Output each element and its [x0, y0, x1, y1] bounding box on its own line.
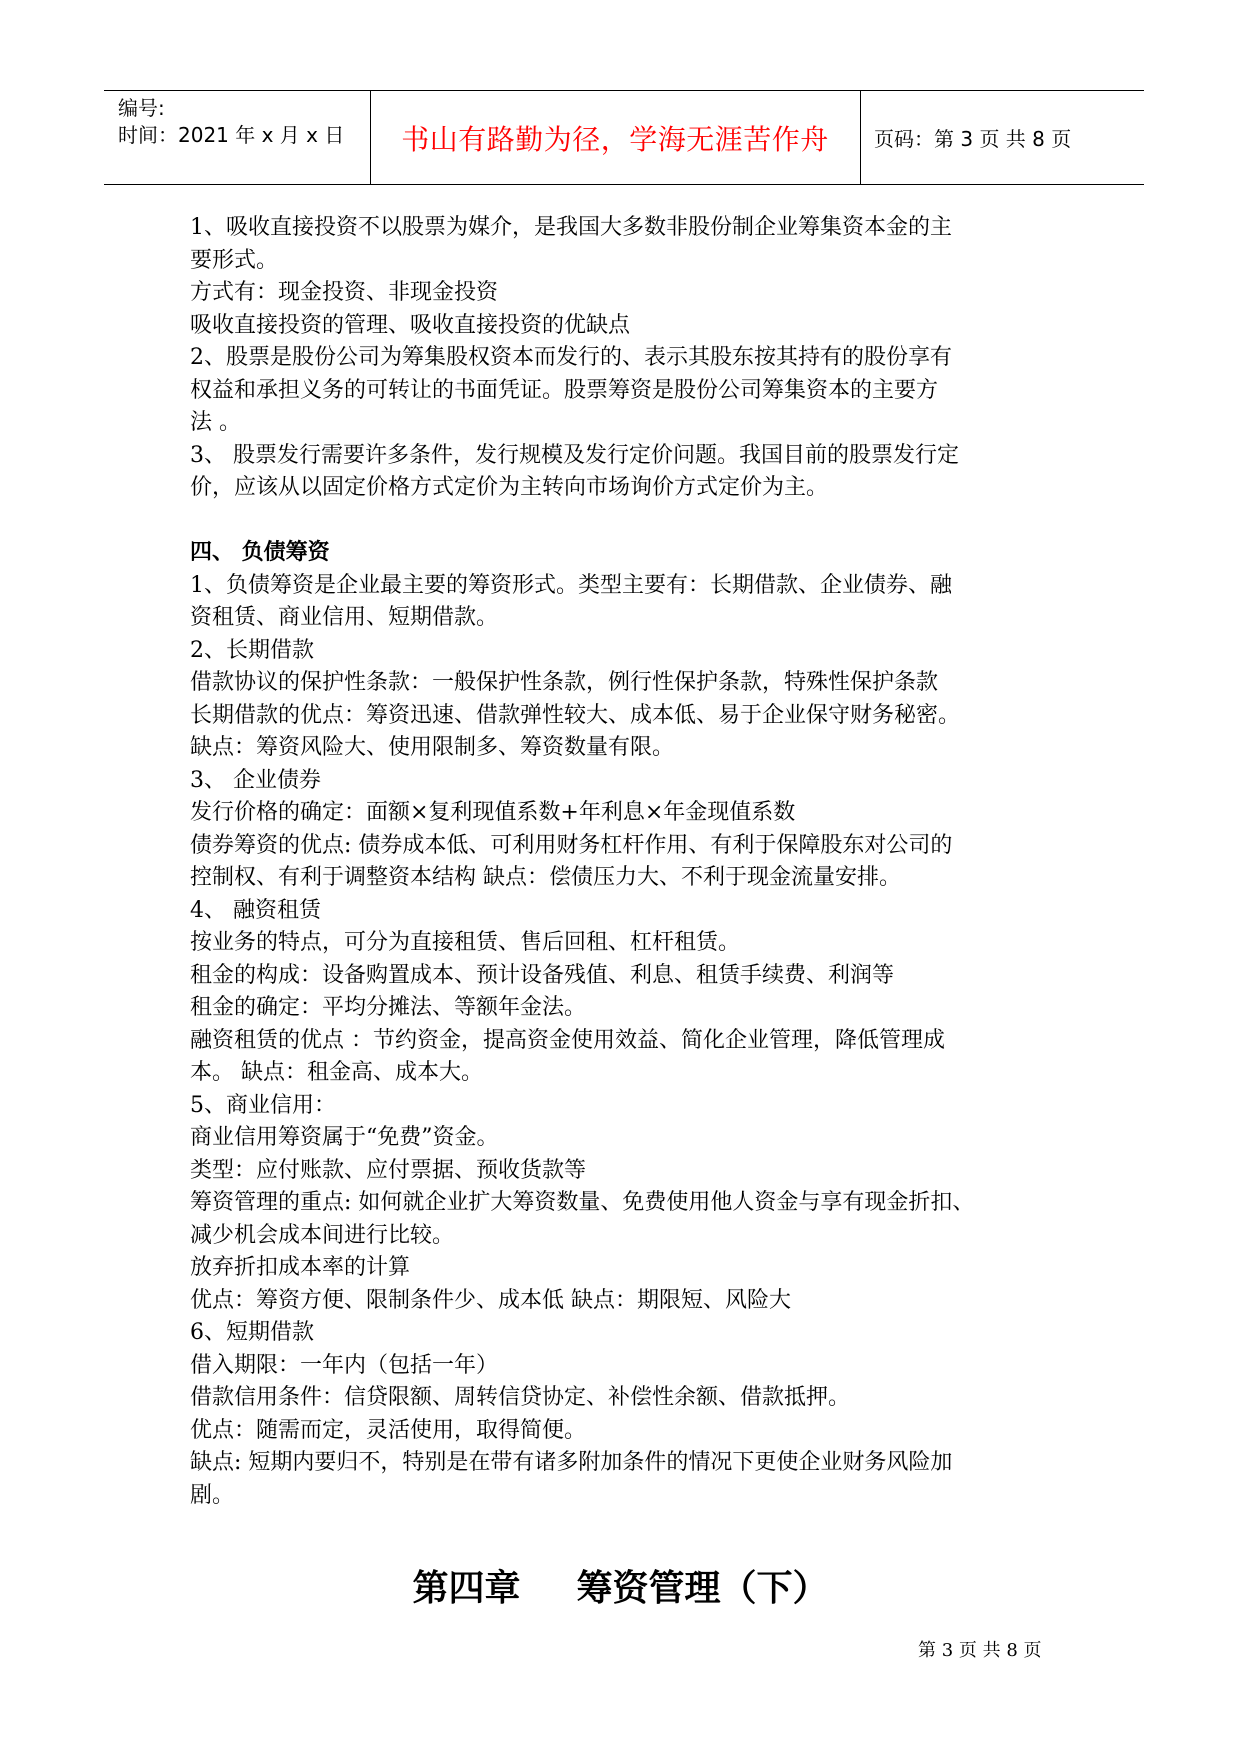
text-line: 借入期限：一年内（包括一年）	[190, 1352, 499, 1378]
text-line: 按业务的特点，可分为直接租赁、售后回租、杠杆租赁。	[190, 930, 741, 955]
chapter-title	[0, 1560, 1241, 1611]
document-body	[190, 212, 1090, 1512]
text-line: 债券筹资的优点: 债券成本低、可利用财务杠杆作用、有利于保障股东对公司的	[190, 832, 953, 858]
text-line: 1、吸收直接投资不以股票为媒介，是我国大多数非股份制企业筹集资本金的主	[190, 215, 952, 240]
text-line: 3、 企业债券	[190, 767, 321, 793]
text-line: 减少机会成本间进行比较。	[190, 1222, 455, 1248]
chapter-name: 筹资管理（下）	[576, 1568, 829, 1609]
text-line: 借款信用条件：信贷限额、周转信贷协定、补偿性余额、借款抵押。	[190, 1385, 851, 1410]
text-line: 要形式。	[190, 247, 279, 273]
blank-line	[190, 505, 1090, 538]
text-line: 剧。	[190, 1482, 235, 1508]
text-line: 缺点: 短期内要归不，特别是在带有诸多附加条件的情况下更使企业财务风险加	[190, 1450, 953, 1475]
text-line: 长期借款的优点：筹资迅速、借款弹性较大、成本低、易于企业保守财务秘密。	[190, 702, 961, 728]
text-line: 3、 股票发行需要许多条件，发行规模及发行定价问题。我国目前的股票发行定	[190, 442, 959, 468]
text-line: 2、股票是股份公司为筹集股权资本而发行的、表示其股东按其持有的股份享有	[190, 345, 952, 370]
header-time-label: 时间：2021 年 x 月 x 日	[118, 123, 345, 147]
text-line: 借款协议的保护性条款：一般保护性条款，例行性保护条款，特殊性保护条款	[190, 670, 939, 695]
text-line: 权益和承担义务的可转让的书面凭证。股票筹资是股份公司筹集资本的主要方	[190, 377, 939, 403]
text-line: 缺点：筹资风险大、使用限制多、筹资数量有限。	[190, 735, 675, 760]
text-line: 2、长期借款	[190, 637, 314, 663]
text-line: 方式有：现金投资、非现金投资	[190, 280, 499, 305]
text-line: 放弃折扣成本率的计算	[190, 1255, 411, 1280]
text-line: 控制权、有利于调整资本结构 缺点：偿债压力大、不利于现金流量安排。	[190, 865, 901, 890]
text-line: 本。 缺点：租金高、成本大。	[190, 1060, 483, 1085]
header-divider-2	[860, 91, 861, 184]
text-line: 优点：筹资方便、限制条件少、成本低 缺点：期限短、风险大	[190, 1287, 791, 1313]
text-line: 5、商业信用：	[190, 1092, 336, 1118]
chapter-number: 第四章	[412, 1568, 521, 1609]
text-line: 法 。	[190, 410, 241, 435]
text-line: 优点：随需而定，灵活使用，取得简便。	[190, 1417, 587, 1443]
header-motto: 书山有路勤为径，学海无涯苦作舟	[401, 123, 829, 156]
text-line: 融资租赁的优点 ：节约资金，提高资金使用效益、简化企业管理，降低管理成	[190, 1027, 945, 1053]
text-line: 1、负债筹资是企业最主要的筹资形式。类型主要有：长期借款、企业债券、融	[190, 572, 952, 598]
page-footer: 第 3 页 共 8 页	[918, 1640, 1042, 1661]
text-line: 类型：应付账款、应付票据、预收货款等	[190, 1157, 587, 1183]
header-page-label: 页码：第 3 页 共 8 页	[874, 127, 1072, 151]
text-line: 商业信用筹资属于“免费”资金。	[190, 1125, 499, 1150]
text-line: 资租赁、商业信用、短期借款。	[190, 605, 499, 630]
text-line: 4、 融资租赁	[190, 897, 321, 923]
page-header	[104, 90, 1144, 185]
text-line: 价，应该从以固定价格方式定价为主转向市场询价方式定价为主。	[190, 475, 829, 500]
header-info	[118, 95, 344, 149]
section-heading: 四、 负债筹资	[190, 540, 330, 565]
text-line: 6、短期借款	[190, 1320, 314, 1345]
header-number-label: 编号:	[118, 96, 165, 120]
text-line: 筹资管理的重点: 如何就企业扩大筹资数量、免费使用他人资金与享有现金折扣、	[190, 1190, 975, 1215]
text-line: 吸收直接投资的管理、吸收直接投资的优缺点	[190, 312, 631, 338]
text-line: 租金的构成：设备购置成本、预计设备残值、利息、租赁手续费、利润等	[190, 962, 895, 988]
text-line: 租金的确定：平均分摊法、等额年金法。	[190, 995, 587, 1020]
text-line: 发行价格的确定：面额×复利现值系数+年利息×年金现值系数	[190, 800, 796, 825]
